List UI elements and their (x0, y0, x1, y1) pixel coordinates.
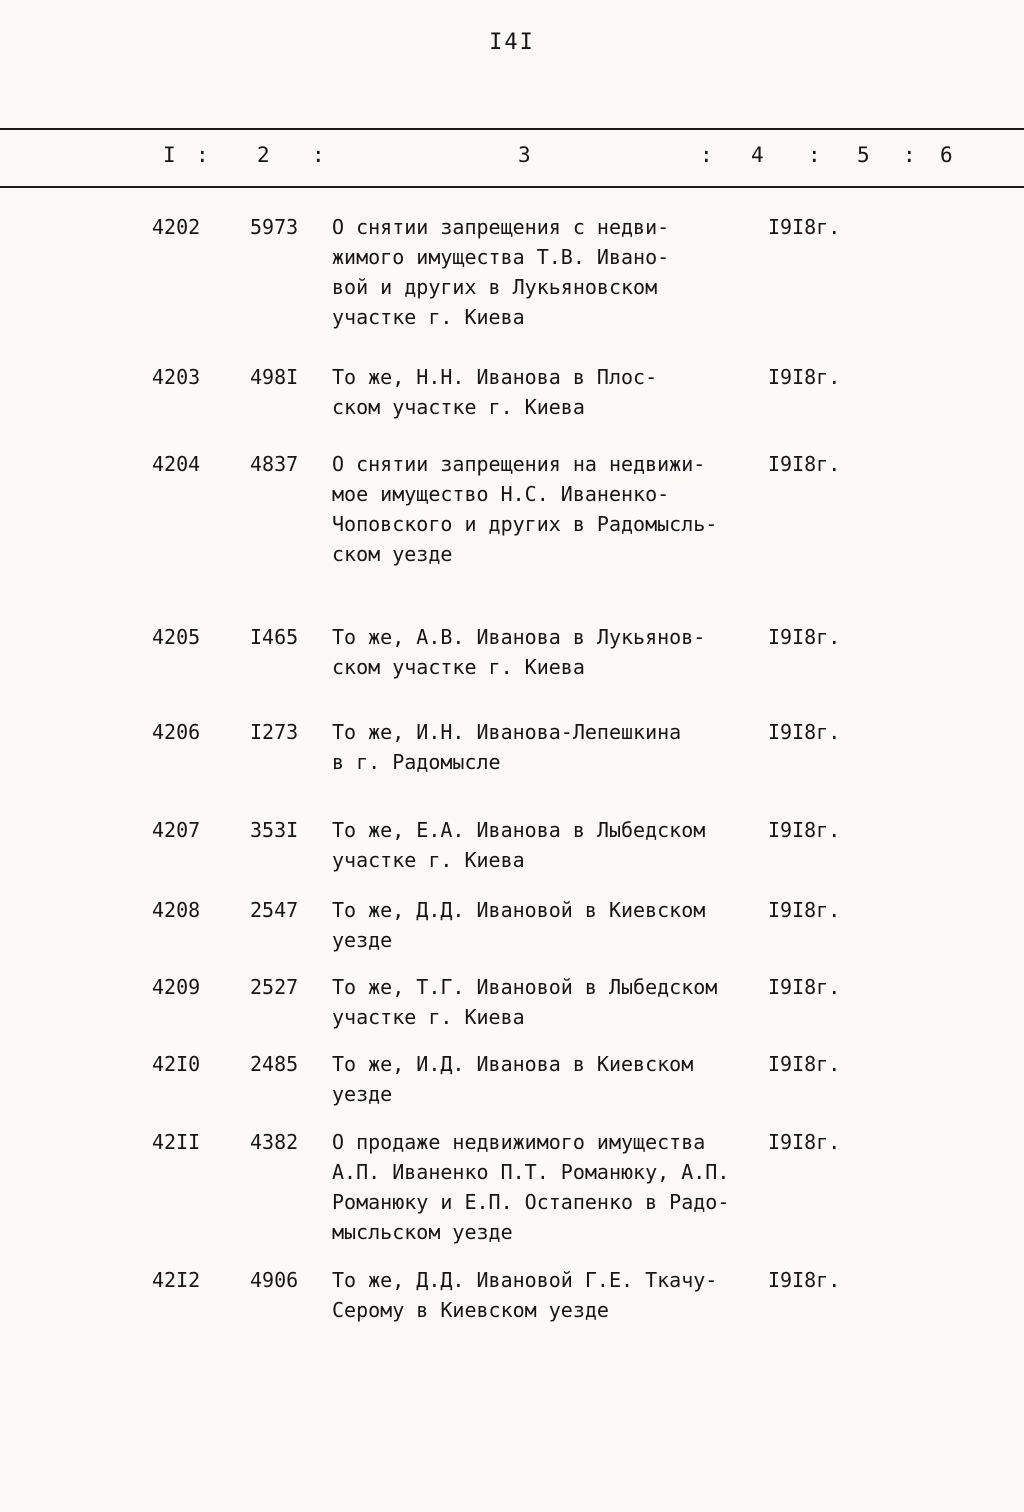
case-number: 2485 (250, 1052, 299, 1076)
table-row (0, 362, 1024, 422)
table-header-bottom-rule (0, 186, 1024, 188)
description-line: ском уезде (332, 542, 453, 566)
description-line: в г. Радомысле (332, 750, 501, 774)
table-row (0, 1265, 1024, 1325)
entry-year: I9I8г. (768, 818, 841, 842)
header-column-label: 5 (857, 143, 870, 167)
table-row (0, 972, 1024, 1032)
entry-year: I9I8г. (768, 898, 841, 922)
entry-number: 42I2 (152, 1268, 201, 1292)
case-number: 4837 (250, 452, 299, 476)
case-number: 5973 (250, 215, 299, 239)
entry-year: I9I8г. (768, 625, 841, 649)
entry-description (332, 212, 762, 332)
description-line: уезде (332, 1082, 393, 1106)
table-row (0, 717, 1024, 777)
header-separator: : (312, 143, 325, 167)
case-number: 2547 (250, 898, 299, 922)
description-line: То же, Д.Д. Ивановой Г.Е. Ткачу- (332, 1268, 718, 1292)
description-line: О продаже недвижимого имущества (332, 1130, 706, 1154)
entry-number: 4204 (152, 452, 201, 476)
case-number: 4906 (250, 1268, 299, 1292)
case-number: 2527 (250, 975, 299, 999)
entry-description (332, 895, 762, 955)
table-header-row (0, 143, 1024, 173)
table-body (0, 212, 1024, 1325)
entry-number: 4209 (152, 975, 201, 999)
entry-number: 4203 (152, 365, 201, 389)
table-row (0, 895, 1024, 955)
entry-description (332, 362, 762, 422)
description-line: жимого имущества Т.В. Ивано- (332, 245, 670, 269)
entry-description (332, 1127, 762, 1247)
table-row (0, 1127, 1024, 1247)
case-number: I465 (250, 625, 299, 649)
description-line: мысльском уезде (332, 1220, 513, 1244)
entry-year: I9I8г. (768, 975, 841, 999)
entry-year: I9I8г. (768, 720, 841, 744)
header-separator: : (903, 143, 916, 167)
description-line: ском участке г. Киева (332, 395, 585, 419)
description-line: участке г. Киева (332, 1005, 525, 1029)
description-line: участке г. Киева (332, 848, 525, 872)
case-number: 498I (250, 365, 299, 389)
entry-number: 4206 (152, 720, 201, 744)
entry-description (332, 1049, 762, 1109)
description-line: Серому в Киевском уезде (332, 1298, 609, 1322)
table-row (0, 622, 1024, 682)
entry-year: I9I8г. (768, 215, 841, 239)
description-line: А.П. Иваненко П.Т. Романюку, А.П. (332, 1160, 730, 1184)
entry-number: 4207 (152, 818, 201, 842)
header-column-label: 4 (751, 143, 764, 167)
description-line: То же, Д.Д. Ивановой в Киевском (332, 898, 706, 922)
description-line: О снятии запрещения с недви- (332, 215, 670, 239)
description-line: То же, Е.А. Иванова в Лыбедском (332, 818, 706, 842)
entry-year: I9I8г. (768, 365, 841, 389)
entry-year: I9I8г. (768, 1052, 841, 1076)
entry-number: 42II (152, 1130, 201, 1154)
description-line: вой и других в Лукьяновском (332, 275, 658, 299)
header-separator: : (700, 143, 713, 167)
description-line: участке г. Киева (332, 305, 525, 329)
table-row (0, 815, 1024, 875)
header-separator: : (808, 143, 821, 167)
description-line: Чоповского и других в Радомысль- (332, 512, 718, 536)
entry-description (332, 622, 762, 682)
entry-number: 4205 (152, 625, 201, 649)
table-row (0, 212, 1024, 332)
description-line: То же, Н.Н. Иванова в Плос- (332, 365, 658, 389)
description-line: То же, И.Н. Иванова-Лепешкина (332, 720, 682, 744)
description-line: уезде (332, 928, 393, 952)
case-number: 4382 (250, 1130, 299, 1154)
table-top-rule (0, 128, 1024, 130)
entry-number: 4208 (152, 898, 201, 922)
description-line: То же, Т.Г. Ивановой в Лыбедском (332, 975, 718, 999)
header-separator: : (196, 143, 209, 167)
entry-year: I9I8г. (768, 1268, 841, 1292)
header-column-label: I (163, 143, 176, 167)
case-number: 353I (250, 818, 299, 842)
case-number: I273 (250, 720, 299, 744)
description-line: То же, И.Д. Иванова в Киевском (332, 1052, 694, 1076)
entry-description (332, 449, 762, 569)
entry-number: 4202 (152, 215, 201, 239)
entry-year: I9I8г. (768, 1130, 841, 1154)
table-row (0, 449, 1024, 569)
description-line: Романюку и Е.П. Остапенко в Радо- (332, 1190, 730, 1214)
entry-description (332, 1265, 762, 1325)
description-line: О снятии запрещения на недвижи- (332, 452, 706, 476)
description-line: мое имущество Н.С. Иваненко- (332, 482, 670, 506)
entry-description (332, 815, 762, 875)
table-row (0, 1049, 1024, 1109)
header-column-label: 3 (518, 143, 531, 167)
entry-number: 42I0 (152, 1052, 201, 1076)
entry-description (332, 972, 762, 1032)
page-number: I4I (489, 30, 535, 55)
description-line: ском участке г. Киева (332, 655, 585, 679)
entry-year: I9I8г. (768, 452, 841, 476)
entry-description (332, 717, 762, 777)
description-line: То же, А.В. Иванова в Лукьянов- (332, 625, 706, 649)
header-column-label: 2 (257, 143, 270, 167)
header-column-label: 6 (940, 143, 953, 167)
